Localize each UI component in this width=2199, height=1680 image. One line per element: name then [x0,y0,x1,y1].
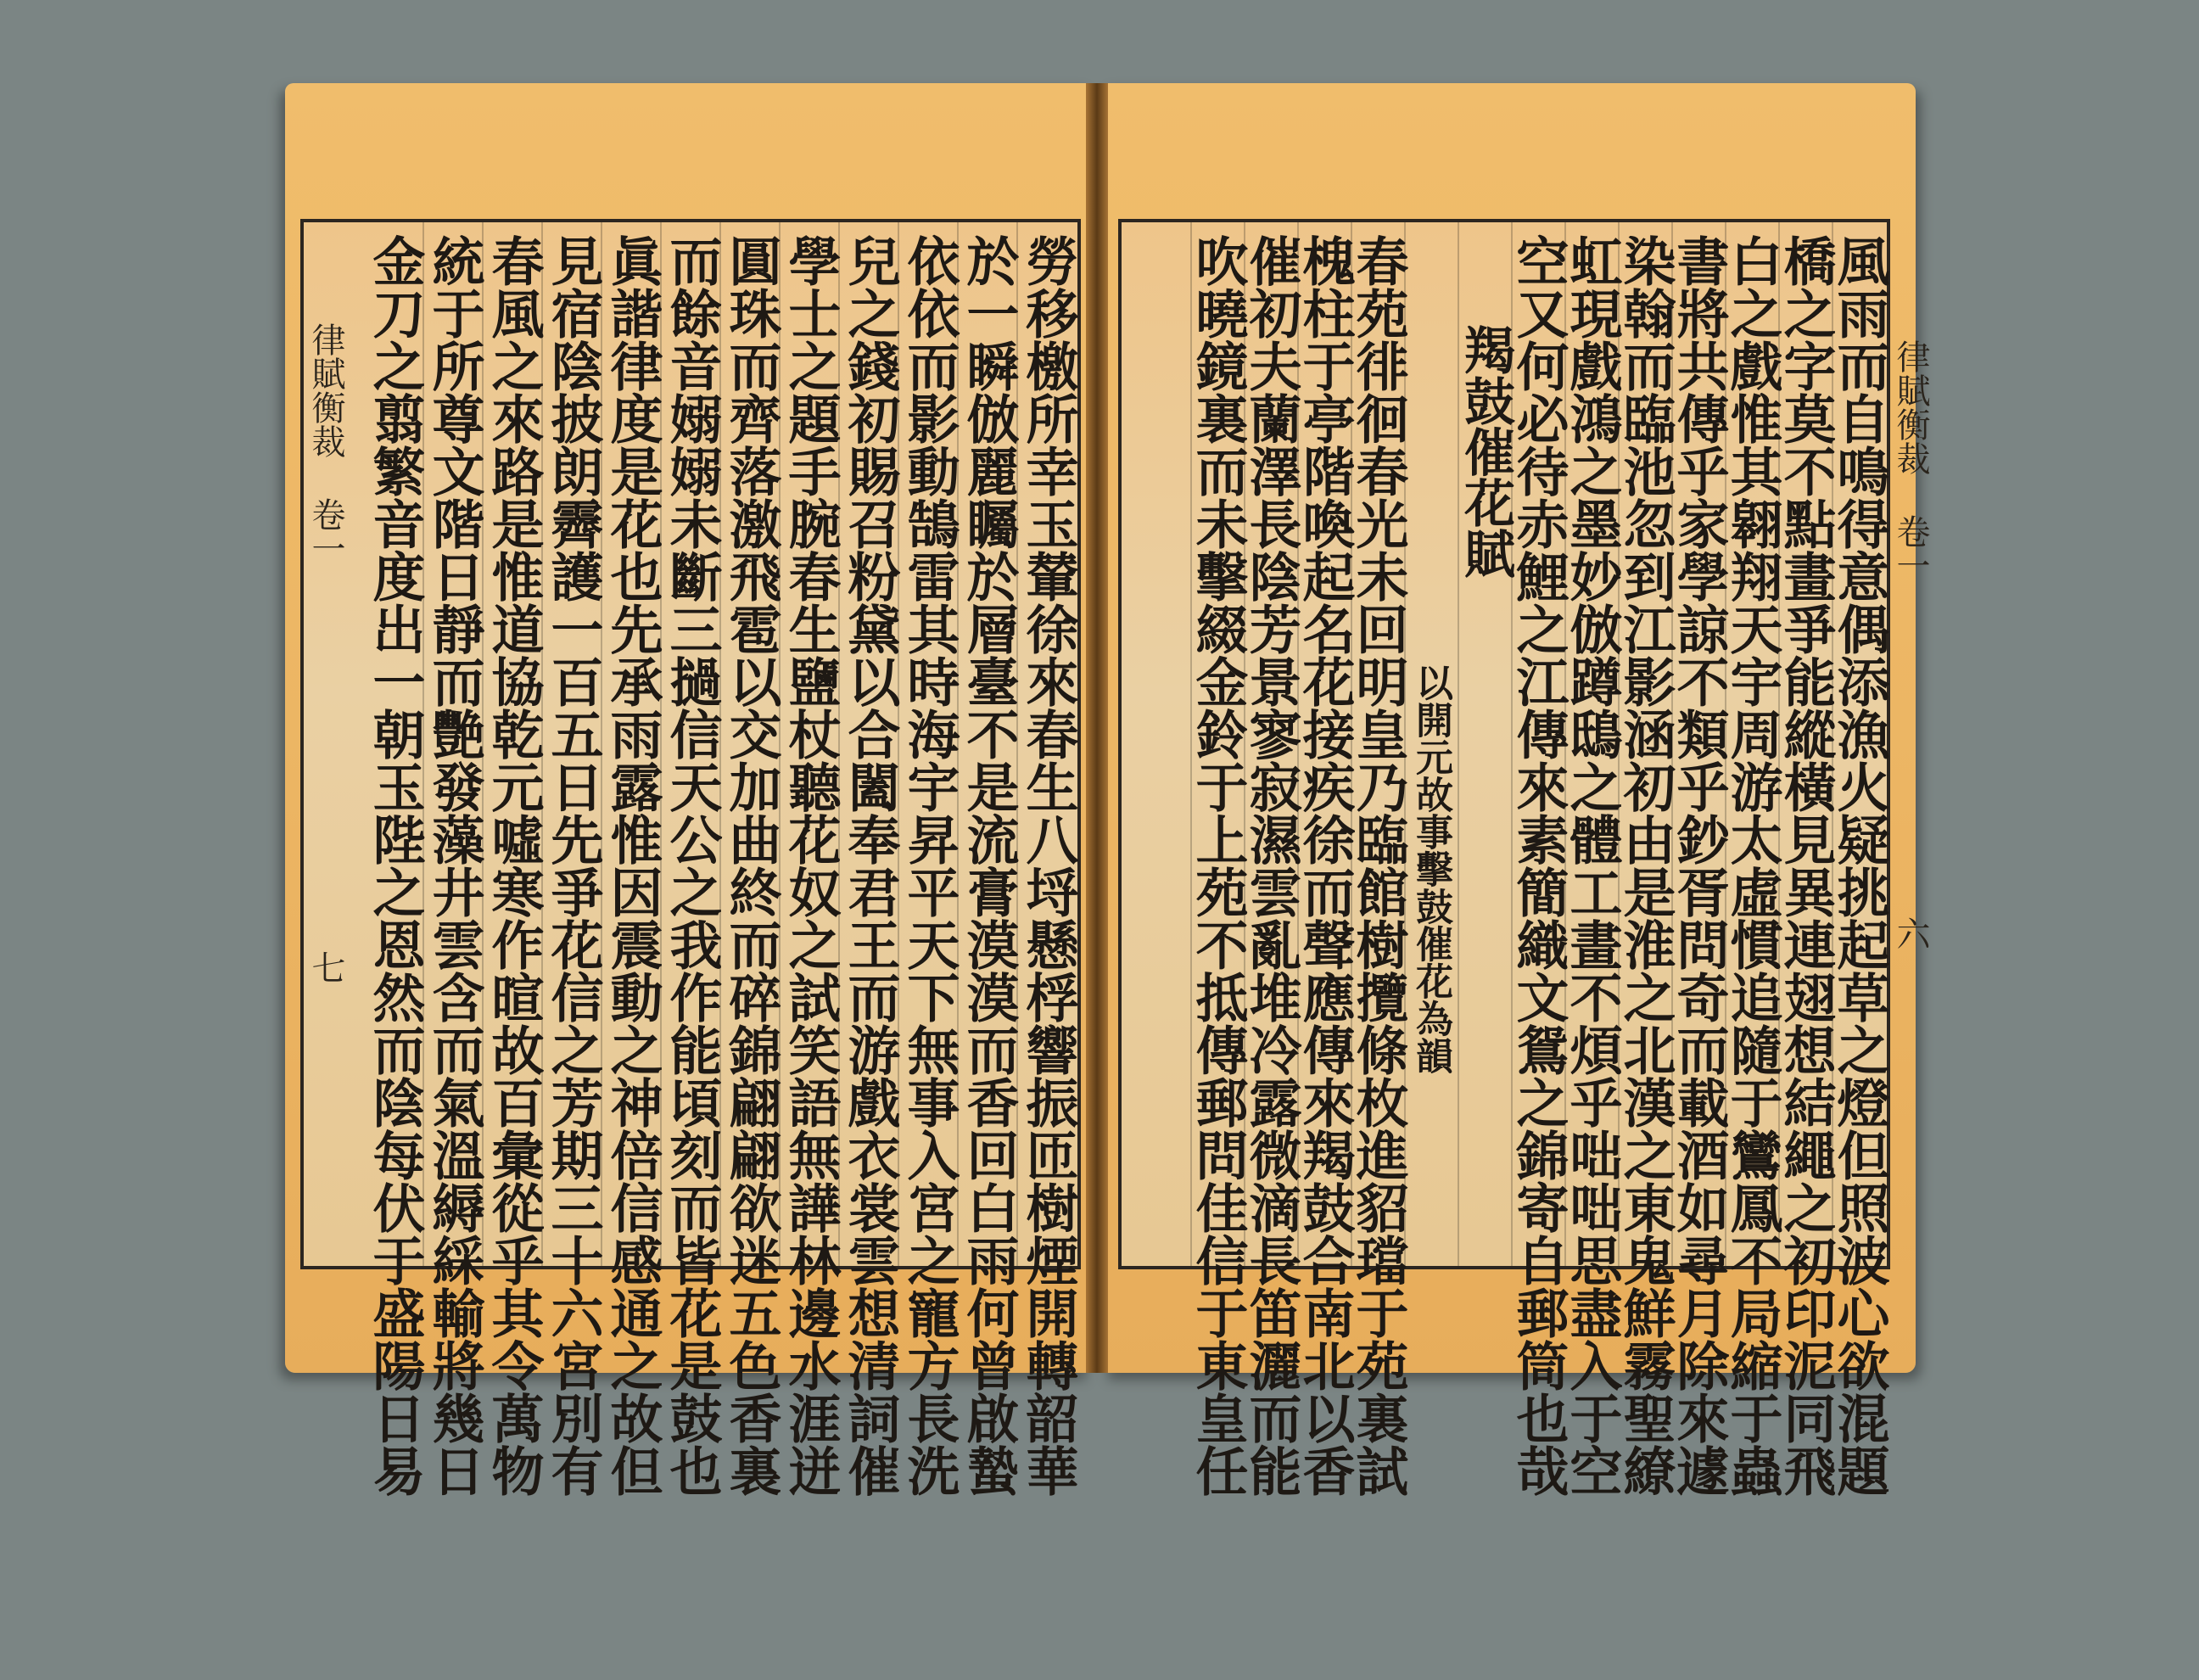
right-page-number: 六 [1891,916,1930,950]
text-column: 白之戲惟其翱翔天宇周游太虛慣追隨于鸞鳳不局縮于蟲 [1721,234,1783,1497]
text-column: 虹現戲鴻之墨妙倣蹲鴟之體工畫不煩乎咄咄思盡入于空 [1561,234,1623,1497]
text-column: 勞移檄所幸玉輦徐來春生八埒懸桴響振匝樹煙開轉韶華 [1017,234,1079,1497]
text-column: 兒之錢初賜召粉黛以合闔奉君王而游戲衣裳雲想清詞催 [839,234,901,1497]
text-column: 圓珠而齊落激飛雹以交加曲終而碎錦翩翩欲迷五色香裏 [720,234,782,1497]
section-title: 羯鼓催花賦 [1456,324,1515,579]
book-gutter [1086,83,1108,1373]
text-column: 統于所尊文階日靜而艷發藻井雲含而氣溫縟綵輸將幾日 [423,234,485,1497]
left-page-number: 七 [306,950,345,984]
left-page-text-block [300,219,1081,1497]
text-column: 學士之題手腕春生鹽杖聽花奴之試笑語無譁林邊水涯迸 [780,234,842,1497]
text-column: 催初夫蘭澤長陰芳景寥寂濕雲亂堆冷露微滴長笛灑而能 [1240,234,1302,1497]
text-column: 吹曉鏡裏而未擊綴金鈴于上苑不抵傳郵問佳信于東皇任 [1187,234,1249,1497]
text-column: 橋之字莫不點畫爭能縱橫見異連翅想結繩之初印泥同飛 [1775,234,1837,1497]
text-column: 於一瞬倣麗矚於層臺不是流膏漠漠而香回白雨何曾啟蟄 [958,234,1020,1497]
text-column: 書將共傳乎家學諒不類乎鈔胥問奇而載酒如尋月除來遽 [1668,234,1730,1497]
text-column: 風雨而自鳴得意偶添漁火疑挑起草之燈但照波心欲混題 [1828,234,1890,1497]
text-column: 春苑徘徊春光未回明皇乃臨館樹攬條枚進貂璫于苑裏試 [1347,234,1409,1497]
right-page-text-block [1118,219,1890,1497]
text-column: 染翰而臨池忽到江影涵初由是淮之北漢之東鬼鮮霧聖繚 [1614,234,1676,1497]
text-column: 而餘音嫋嫋未斷三撾信天公之我作能頃刻而皆花是鼓也 [661,234,723,1497]
text-column: 槐柱于亭階喚起名花接疾徐而聲應傳來羯鼓合南北以香 [1294,234,1356,1497]
text-column: 空又何必待赤鯉之江傳來素簡織文鴛之錦寄自郵筒也哉 [1508,234,1570,1497]
text-column: 金刀之翦繁音度出一朝玉陛之恩然而陰每伏于盛陽日易 [364,234,426,1497]
text-column: 依依而影動鵠雷其時海宇昇平天下無事入宮之寵方長洗 [898,234,960,1497]
text-column: 眞諧律度是花也先承雨露惟因震動之神倍信感通之故但 [602,234,663,1497]
left-fold-label: 律賦衡裁 卷一 [306,322,345,565]
right-fold-label: 律賦衡裁 卷一 [1891,339,1930,582]
rhyme-note: 以開元故事擊鼓催花為韻 [1409,664,1452,1074]
text-column: 見宿陰披朗霽護一百五日先爭花信之芳期三十六宮別有 [542,234,604,1497]
text-column: 春風之來路是惟道協乾元噓寒作暄故百彙從乎其令萬物 [483,234,545,1497]
